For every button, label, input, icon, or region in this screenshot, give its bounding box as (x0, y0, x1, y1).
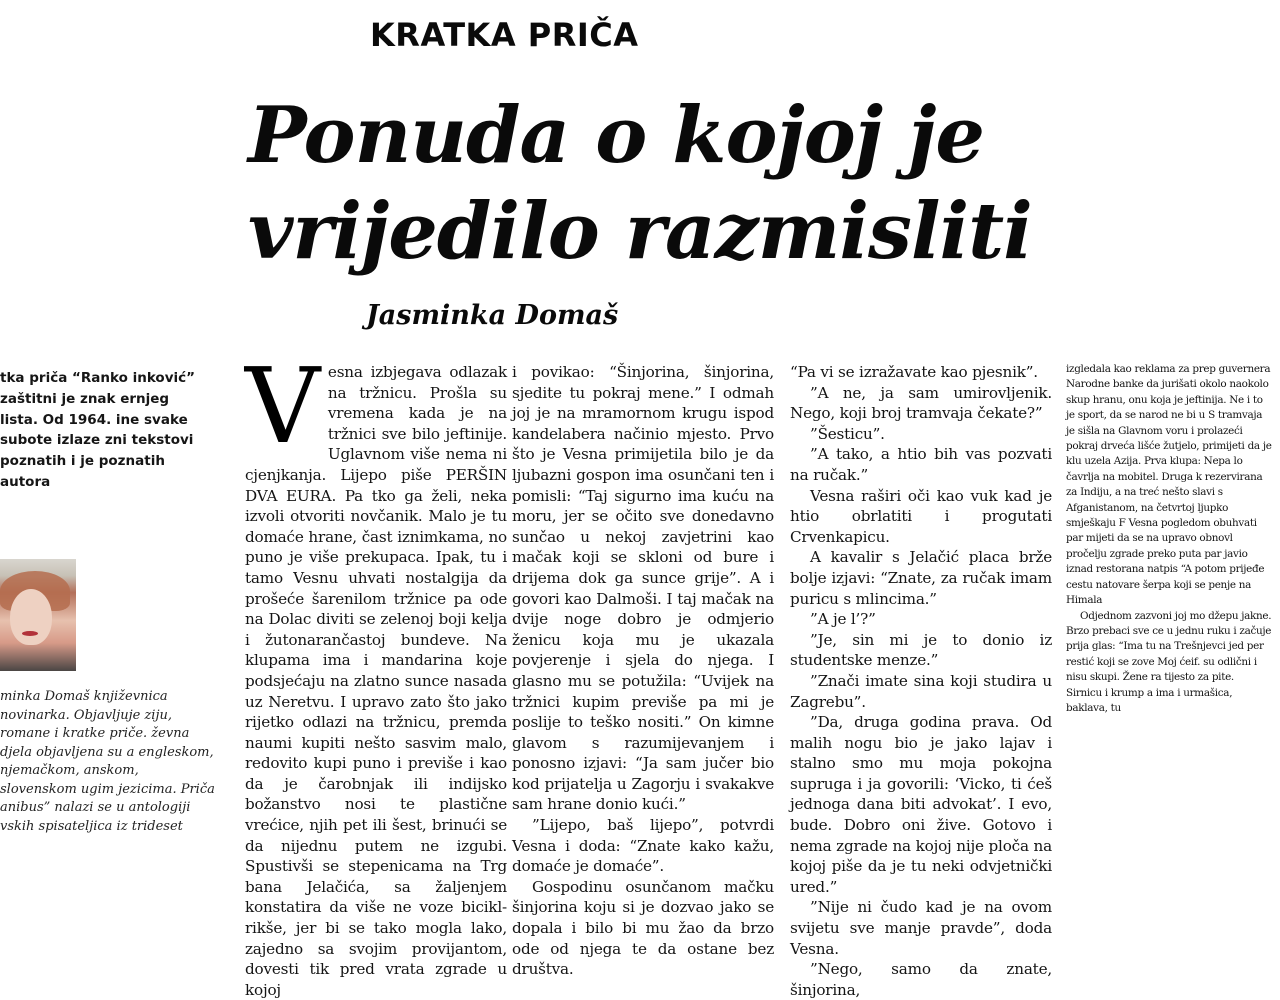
article-column-2 (512, 362, 774, 980)
article-paragraph: Odjednom zazvoni joj mo džepu jakne. Brzo prebaci sve ce u jednu ruku i začuje prija glas: “Ima tu na Trešnjevci jed per restić koji se zove Moj ćeif. su odlični i nisu skupi. Žene ra tijesto za pite. Sirnicu i krump a ima i urmašica, baklava, tu (1066, 609, 1272, 714)
article-paragraph: ”A je l’?” (810, 610, 876, 629)
article-paragraph: i povikao: “Šinjorina, šinjorina, sjedite tu pokraj mene.” I odmah joj je na mramornom krugu ispod kandelabera načinio mjesto. Prvo što je Vesna primijetila bilo je da ljubazni gospon ima osunčani ten i pomisli: “Taj sigurno ima kuću na moru, jer se očito sve donedavno sunčao u nekoj zavjetrini kao mačak koji se skloni od bure i drijema dok ga sunce grije”. A i govori kao Dalmoši. I taj mačak na dvije noge dobro je odmjerio ženicu koja mu je ukazala povjerenje i sjela do njega. I glasno mu se potužila: “Uvijek na tržnici kupim previše pa mi je poslije to teško nositi.” On kimne glavom s razumijevanjem i ponosno izjavi: “Ja sam jučer bio kod prijatelja u Zagorju i svakakve sam hrane donio kući.” (512, 363, 774, 814)
section-kicker: KRATKA PRIČA (370, 16, 639, 54)
article-paragraph: esna izbjegava odlazak na tržnicu. Prošla su vremena kada je na tržnici sve bilo jeftinije. Uglavnom više nema ni cjenjkanja. Lijepo piše PERŠIN DVA EURA. Pa tko ga želi, neka izvoli otvoriti novčanik. Malo je tu domaće hrane, čast iznimkama, no puno je više prekupaca. Ipak, tu i tamo Vesnu uhvati nostalgija da prošeće šarenilom tržnice pa ode na Dolac diviti se zelenoj boji kelja i žutonarančastoj bundeve. Na klupama ima i mandarina koje podsjećaju na zlatno sunce nasada uz Neretvu. I upravo zato što jako rijetko odlazi na tržnicu, premda naumi kupiti nešto sasvim malo, redovito kupi puno i previše i kao da je čarobnjak ili indijsko božanstvo nosi te plastične vrećice, njih pet ili šest, brinući se da nijednu putem ne izgubi. Spustivši se stepenicama na Trg bana Jelačića, sa žaljenjem konstatira da više ne voze bicikl-rikše, jer bi se tako mogla lako, zajedno sa svojim provijantom, dovesti tik pred vrata zgrade u kojoj (245, 363, 507, 999)
article-column-3 (790, 362, 1052, 1000)
article-paragraph: “Pa vi se izražavate kao pjesnik”. (790, 363, 1038, 381)
author-photo-lips (22, 631, 38, 636)
article-paragraph: ”Je, sin mi je to donio iz studentske menze.” (790, 630, 1052, 670)
article-paragraph: ”Da, druga godina prava. Od malih nogu bio je jako lajav i stalno smo mu moja pokojna supruga i ja govorili: ‘Vicko, ti ćeš jednoga dana biti advokat’. I evo, bude. Dobro oni žive. Gotovo i nema zgrade na kojoj nije ploča na kojoj piše da je tu neki odvjetnički ured.” (790, 713, 1052, 896)
article-paragraph: ”Šesticu”. (810, 424, 885, 443)
author-photo (0, 559, 76, 671)
author-bio: minka Domaš književnica novinarka. Objavljuje ziju, romane i kratke priče. ževna djela objavljena su a engleskom, njemačkom, anskom, slovenskom ugim jezicima. Priča anibus” nalazi se u antologiji vskih spisateljica iz trideset (0, 689, 215, 834)
article-paragraph: ”Nego, samo da znate, šinjorina, (790, 960, 1052, 999)
drop-cap: V (245, 345, 320, 467)
article-paragraph: ”Nije ni čudo kad je na ovom svijetu sve manje pravde”, doda Vesna. (790, 898, 1052, 958)
article-paragraph: ”A tako, a htio bih vas pozvati na ručak.” (790, 445, 1052, 484)
article-headline: Ponuda o kojoj je vrijedilo razmisliti (248, 90, 1032, 277)
article-column-1 (245, 345, 507, 1000)
author-photo-face (10, 589, 52, 645)
article-paragraph: Vesna raširi oči kao vuk kad je htio obrlatiti i progutati Crvenkapicu. (790, 486, 1052, 546)
article-paragraph: ”Znači imate sina koji studira u Zagrebu”. (790, 671, 1052, 711)
sidebar-intro-text: tka priča “Ranko inković” zaštitni je znak ernjeg lista. Od 1964. ine svake subote izlaze zni tekstovi poznatih i je poznatih autora (0, 370, 196, 490)
article-paragraph: ”Lijepo, baš lijepo”, potvrdi Vesna i doda: “Znate kako kažu, domaće je domaće”. (512, 816, 774, 876)
article-byline: Jasminka Domaš (366, 300, 619, 331)
article-paragraph: ”A ne, ja sam umirovljenik. Nego, koji broj tramvaja čekate?” (790, 383, 1052, 423)
article-paragraph: A kavalir s Jelačić placa brže bolje izjavi: “Znate, za ručak imam puricu s mlincima.” (790, 548, 1052, 608)
article-paragraph: izgledala kao reklama za prep guvernera Narodne banke da jurišati okolo naokolo skup hranu, onu koja je jeftinija. Ne i to je sport, da se narod ne bi u S tramvaja je sišla na Glavnom voru i prolazeći pokraj drveća lišće žutjelo, primijeti da je klu uzela Azija. Prva klupa: Nepa lo čavrlja na mobitel. Druga k rezervirana za Indiju, a na treć nešto slavi s Afganistanom, na četvrtoj ljupko smješkaju F Vesna pogledom obuhvati par mijeti da se na upravo obnovl pročelju zgrade preko puta par javio iznad restorana natpis “A potom prijeđe cestu natovare šerpa koji se penje na Himala (1066, 363, 1272, 607)
article-column-4 (1066, 362, 1272, 716)
article-paragraph: Gospodinu osunčanom mačku šinjorina koju si je dozvao jako se dopala i bilo bi mu žao da brzo ode od njega te da ostane bez društva. (512, 877, 774, 979)
